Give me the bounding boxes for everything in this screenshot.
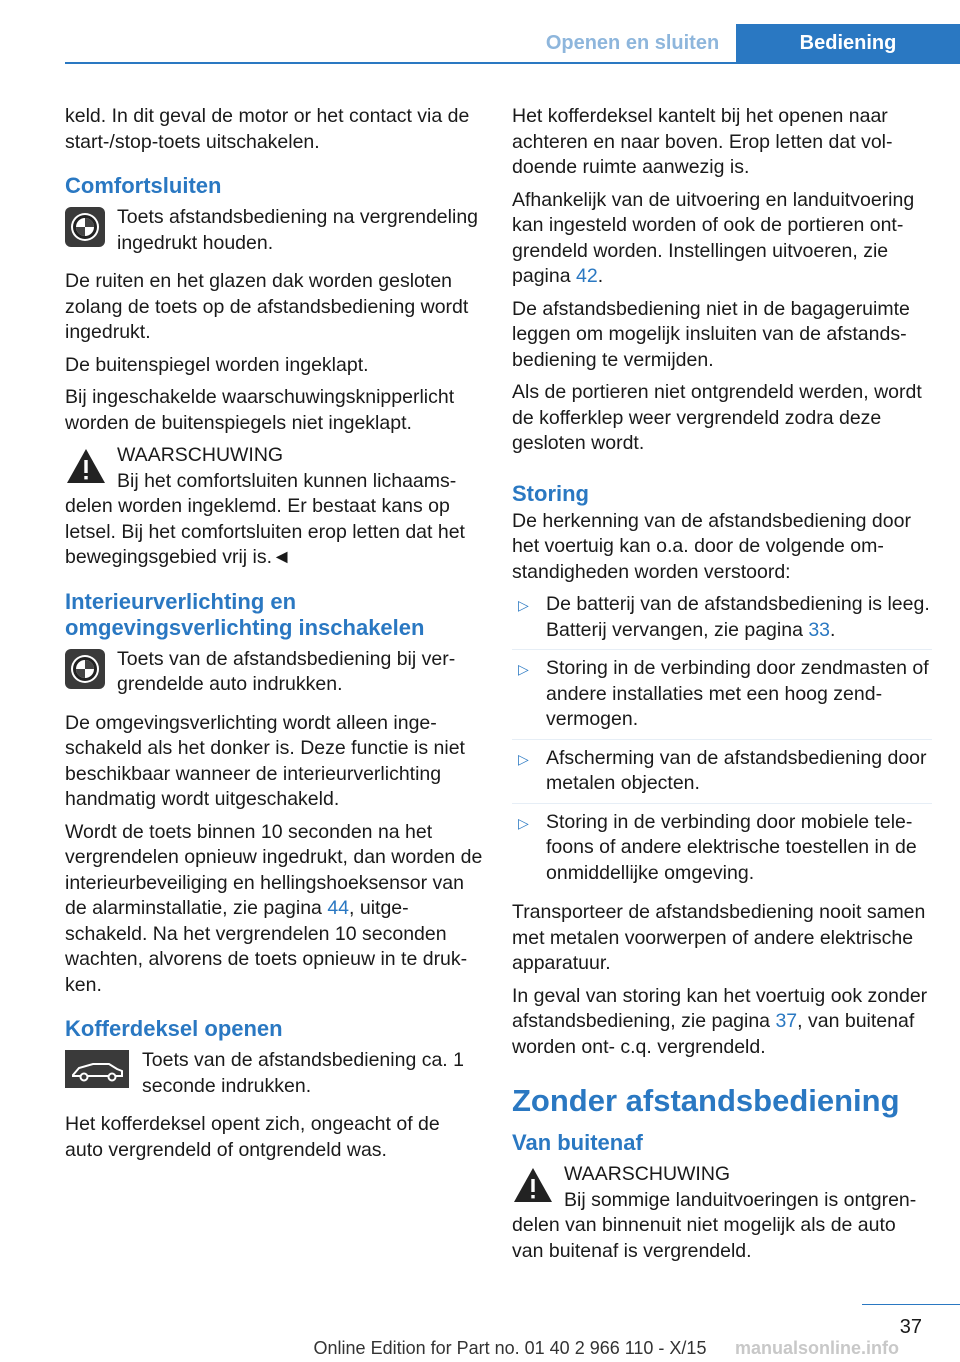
comfort-key-instruction <box>65 205 483 257</box>
page-link-33[interactable]: 33 <box>808 618 831 641</box>
header-rule <box>65 62 960 64</box>
bullet-1-text: De batterij van de afstandsbediening is leeg. Batterij vervangen, zie pagina <box>546 593 930 641</box>
bmw-key-icon <box>65 207 105 255</box>
bullet-4-text: Storing in de verbinding door mobiele telefoons of andere elektrische toestellen in de onmiddellijke omgeving. <box>546 810 917 884</box>
right-column <box>512 104 932 1274</box>
warning-triangle-icon <box>512 1166 554 1212</box>
bmw-key-icon <box>65 649 105 697</box>
list-item <box>512 810 932 893</box>
right-p6-text: In geval van storing kan het voertuig ook zonder afstandsbediening, zie pagina <box>512 984 928 1032</box>
interior-p2-text: Wordt de toets binnen 10 seconden na het vergrendelen opnieuw ingedrukt, dan worden de interieurbeveiliging en hellingshoeksensor van de alarminstallatie, zie pagina <box>65 820 483 919</box>
triangle-bullet-icon: ▷ <box>518 661 529 677</box>
bullet-2-text: Storing in de verbinding door zendmasten of andere installaties met een hoog zendvermogen. <box>546 657 929 730</box>
right-paragraph-5: Transporteer de afstandsbediening nooit samen met metalen voorwerpen of andere elektrische apparatuur. <box>512 901 926 974</box>
triangle-bullet-icon: ▷ <box>518 597 529 613</box>
interior-p2-text-end: , uitgeschakeld. Na het vergrendelen 10 seconden wachten, alvorens de toets opnieuw in te drukken. <box>65 897 468 996</box>
interior-icon-text: Toets van de afstandsbediening bij vergrendelde auto indrukken. <box>117 647 456 695</box>
heading-comfortsluiten: Comfortsluiten <box>65 173 222 198</box>
heading-storing: Storing <box>512 480 589 506</box>
heading-interieurverlichting: Interieurverlichting en omgevingsverlichting inschakelen <box>65 588 425 640</box>
right-p2-text-end: . <box>597 265 604 287</box>
right-paragraph-2 <box>512 188 932 290</box>
page-number: 37 <box>899 1316 922 1338</box>
comfort-paragraph-2: De buitenspiegel worden ingeklapt. <box>65 353 369 376</box>
warning-text: Bij sommige landuitvoeringen is ontgrendelen van binnenuit niet mogelijk als de auto van buitenaf is vergrendeld. <box>512 1188 917 1262</box>
list-item <box>512 656 932 740</box>
interior-key-instruction <box>65 647 483 699</box>
right-p2-text: Afhankelijk van de uitvoering en landuitvoering kan ingesteld worden of ook de portieren ontgrendeld worden. Instellingen uitvoeren, zie pagina <box>512 188 915 287</box>
list-item <box>512 592 932 650</box>
triangle-bullet-icon: ▷ <box>518 750 529 767</box>
right-paragraph-1: Het kofferdeksel kantelt bij het openen naar achteren en naar boven. Erop letten dat voldoende ruimte aanwezig is. <box>512 105 893 178</box>
buitenaf-warning <box>512 1162 932 1264</box>
page-link-44[interactable]: 44 <box>327 897 350 919</box>
right-paragraph-4: Als de portieren niet ontgrendeld werden, wordt de kofferklep weer vergrendeld zodra deze gesloten wordt. <box>512 381 922 454</box>
storing-intro: De herkenning van de afstandsbediening door het voertuig kan o.a. door de volgende omstandigheden worden verstoord: <box>512 509 911 583</box>
bullet-1-text-end: . <box>830 618 836 641</box>
interior-paragraph-2 <box>65 820 483 999</box>
right-p6-text-end: , van buitenaf worden ont- c.q. vergrendeld. <box>512 1010 915 1058</box>
list-item <box>512 746 932 804</box>
page-link-37[interactable]: 37 <box>775 1010 798 1032</box>
comfort-icon-text: Toets afstandsbediening na vergrendeling ingedrukt houden. <box>117 206 479 254</box>
interior-paragraph-1: De omgevingsverlichting wordt alleen ingeschakeld als het donker is. Deze functie is niet beschikbaar wanneer de interieurverlichting handmatig wordt uitgeschakeld. <box>65 711 465 810</box>
heading-van-buitenaf: Van buitenaf <box>512 1130 643 1155</box>
warning-title: WAARSCHUWING <box>117 444 284 466</box>
watermark-text: manualsonline.info <box>735 1338 900 1358</box>
right-paragraph-6 <box>512 984 932 1061</box>
bullet-3-text: Afscherming van de afstandsbediening door metalen objecten. <box>546 746 927 794</box>
left-column <box>65 104 483 1170</box>
intro-paragraph: keld. In dit geval de motor or het contact via de start-/stop-toets uitschakelen. <box>65 105 470 153</box>
heading-kofferdeksel: Kofferdeksel openen <box>65 1016 283 1041</box>
footer-rule <box>862 1304 960 1305</box>
comfort-paragraph-1: De ruiten en het glazen dak worden gesloten zolang de toets op de afstandsbediening wordt ingedrukt. <box>65 270 469 343</box>
warning-title: WAARSCHUWING <box>564 1163 731 1185</box>
header-section-title: Openen en sluiten <box>545 32 720 54</box>
page-link-42[interactable]: 42 <box>575 265 598 287</box>
trunk-paragraph-1: Het kofferdeksel opent zich, ongeacht of de auto vergrendeld of ontgrendeld was. <box>65 1113 440 1161</box>
comfort-paragraph-3: Bij ingeschakelde waarschuwingsknipperlicht worden de buitenspiegels niet ingeklapt. <box>65 386 455 434</box>
trunk-key-instruction <box>65 1048 483 1100</box>
comfort-warning <box>65 443 483 571</box>
right-paragraph-3: De afstandsbediening niet in de bagageruimte leggen om mogelijk insluiten van de afstandsbediening te vermijden. <box>512 297 910 371</box>
triangle-bullet-icon: ▷ <box>518 814 529 831</box>
warning-triangle-icon <box>65 447 107 493</box>
trunk-car-icon <box>65 1050 129 1096</box>
footer-edition: Online Edition for Part no. 01 40 2 966 110 - X/15 <box>313 1338 707 1358</box>
warning-text: Bij het comfortsluiten kunnen lichaamsdelen worden ingeklemd. Er bestaat kans op letsel. Bij het comfortsluiten erop letten dat het bewegingsgebied vrij is.◄ <box>65 469 465 568</box>
storing-list <box>512 592 932 892</box>
trunk-icon-text: Toets van de afstandsbediening ca. 1 seconde indrukken. <box>142 1049 464 1097</box>
header-chapter-tab: Bediening <box>736 24 960 64</box>
heading-zonder-afstandsbediening: Zonder afstandsbediening <box>512 1083 900 1118</box>
